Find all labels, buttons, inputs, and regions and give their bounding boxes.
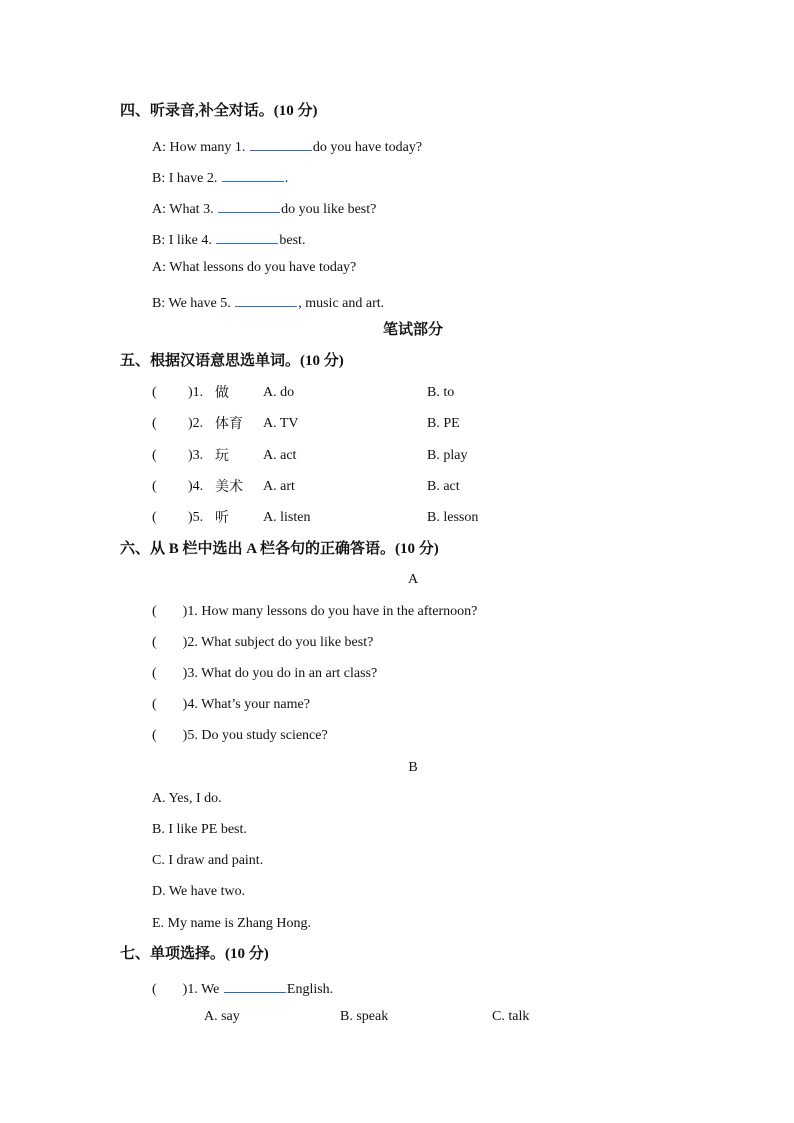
answer-option-b: B. I like PE best. [152, 822, 247, 837]
question-text: )2. What subject do you like best? [182, 635, 374, 650]
section-7-heading: 七、单项选择。(10 分) [120, 946, 269, 962]
written-part-title: 笔试部分 [382, 322, 443, 338]
option-b: B. act [427, 479, 460, 494]
option-a: A. listen [263, 510, 311, 525]
answer-option-d: D. We have two. [152, 884, 246, 899]
dialogue-line-1 [152, 135, 422, 157]
answer-blank-3[interactable] [218, 197, 280, 213]
answer-option-a: A. Yes, I do. [152, 791, 222, 806]
question-3 [152, 665, 377, 683]
option-b: B. lesson [427, 510, 479, 525]
dialogue-text: . [284, 171, 289, 186]
choice-option-a: A. say [204, 1009, 240, 1024]
answer-blank-5[interactable] [235, 291, 297, 307]
dialogue-text: A: How many 1. [152, 140, 249, 155]
dialogue-line-3 [152, 197, 376, 219]
chinese-word: 体育 [215, 416, 243, 432]
chinese-word: 听 [215, 510, 229, 526]
dialogue-text: B: I like 4. [152, 233, 216, 248]
answer-paren[interactable]: ( [152, 982, 157, 997]
dialogue-text: B: We have 5. [152, 296, 235, 311]
answer-paren[interactable]: ( [152, 416, 157, 431]
question-text: English. [286, 982, 334, 997]
option-a: A. do [263, 385, 295, 400]
question-4 [152, 696, 310, 714]
chinese-word: 玩 [215, 448, 229, 464]
choice-question-1 [152, 977, 333, 999]
dialogue-line-5: A: What lessons do you have today? [152, 260, 357, 275]
answer-paren[interactable]: ( [152, 604, 157, 619]
column-a-label: A [407, 572, 419, 587]
choice-option-c: C. talk [492, 1009, 530, 1024]
option-b: B. to [427, 385, 455, 400]
dialogue-text: B: I have 2. [152, 171, 221, 186]
question-text: )1. How many lessons do you have in the afternoon? [182, 604, 478, 619]
answer-blank[interactable] [224, 977, 286, 993]
vocab-item-5 [152, 509, 552, 527]
dialogue-text: do you like best? [281, 202, 377, 217]
dialogue-line-6 [152, 291, 384, 313]
dialogue-line-2 [152, 166, 288, 188]
answer-paren[interactable]: ( [152, 385, 157, 400]
item-number: )5. [188, 510, 204, 525]
item-number: )1. [188, 385, 204, 400]
dialogue-text: do you have today? [312, 140, 423, 155]
answer-paren[interactable]: ( [152, 479, 157, 494]
option-a: A. TV [263, 416, 299, 431]
question-text: )5. Do you study science? [182, 728, 328, 743]
answer-paren[interactable]: ( [152, 448, 157, 463]
answer-paren[interactable]: ( [152, 510, 157, 525]
answer-paren[interactable]: ( [152, 666, 157, 681]
dialogue-text: best. [279, 233, 306, 248]
dialogue-text: A: What 3. [152, 202, 218, 217]
item-number: )2. [188, 416, 204, 431]
vocab-item-2 [152, 415, 552, 433]
question-text: )3. What do you do in an art class? [182, 666, 378, 681]
choice-option-b: B. speak [340, 1009, 389, 1024]
answer-blank-2[interactable] [222, 166, 284, 182]
question-2 [152, 634, 373, 652]
item-number: )4. [188, 479, 204, 494]
option-b: B. PE [427, 416, 460, 431]
question-text: )1. We [182, 982, 223, 997]
chinese-word: 美术 [215, 479, 243, 495]
answer-paren[interactable]: ( [152, 635, 157, 650]
item-number: )3. [188, 448, 204, 463]
question-text: )4. What’s your name? [182, 697, 310, 712]
answer-paren[interactable]: ( [152, 697, 157, 712]
vocab-item-3 [152, 447, 552, 465]
section-5-heading: 五、根据汉语意思选单词。(10 分) [120, 353, 344, 369]
vocab-item-4 [152, 478, 552, 496]
answer-blank-1[interactable] [250, 135, 312, 151]
option-a: A. art [263, 479, 295, 494]
dialogue-line-4 [152, 228, 305, 250]
answer-paren[interactable]: ( [152, 728, 157, 743]
question-5 [152, 727, 328, 745]
question-1 [152, 603, 477, 621]
chinese-word: 做 [215, 385, 229, 401]
vocab-item-1 [152, 384, 552, 402]
answer-option-c: C. I draw and paint. [152, 853, 264, 868]
section-6-heading: 六、从 B 栏中选出 A 栏各句的正确答语。(10 分) [120, 541, 439, 557]
section-4-heading: 四、听录音,补全对话。(10 分) [120, 103, 318, 119]
option-b: B. play [427, 448, 468, 463]
answer-blank-4[interactable] [216, 228, 278, 244]
answer-option-e: E. My name is Zhang Hong. [152, 916, 312, 931]
dialogue-text: , music and art. [298, 296, 385, 311]
option-a: A. act [263, 448, 297, 463]
column-b-label: B [408, 760, 418, 775]
